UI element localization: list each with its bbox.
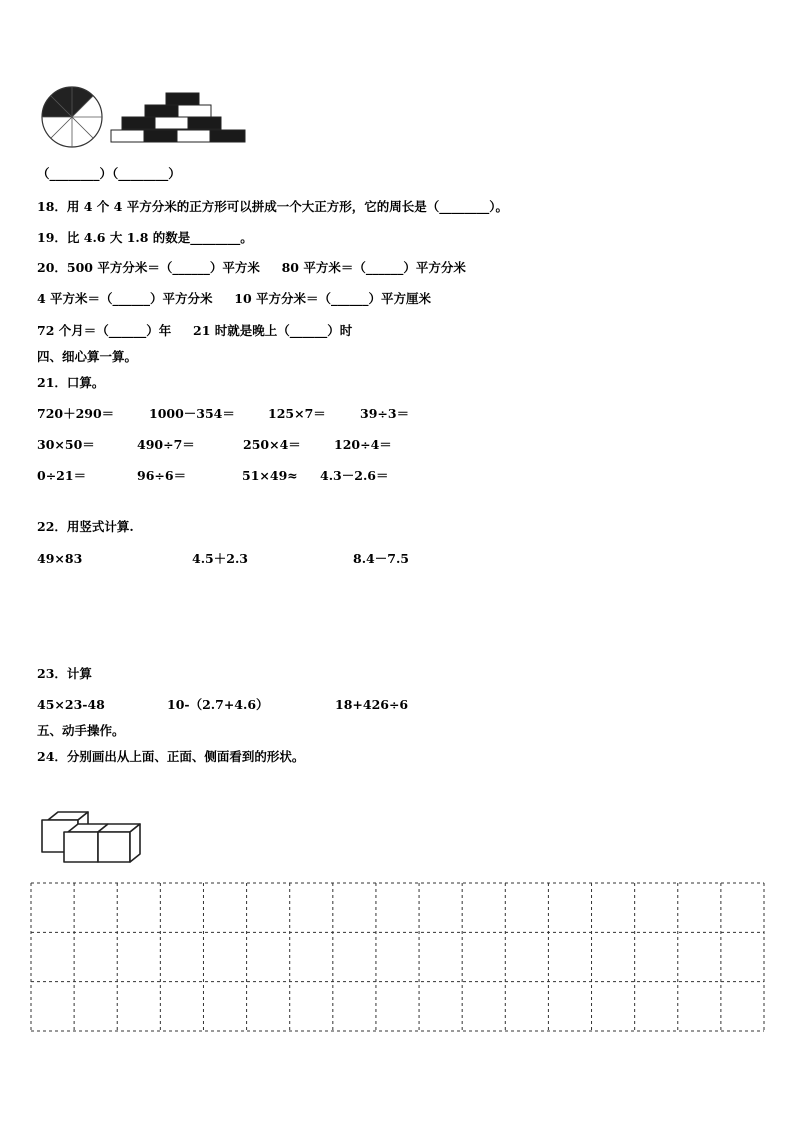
q21-item: 4.3－2.6＝ [320,468,389,483]
q22-item: 49×83 [37,551,83,566]
q20-row1: 20．500 平方分米＝（______）平方米 80 平方米＝（______）平方分米 [37,260,466,275]
q22-item: 8.4－7.5 [353,551,409,566]
q21-item: 720＋290＝ [37,406,115,421]
q22-title: 22．用竖式计算. [37,519,134,534]
q23-title: 23．计算 [37,666,92,681]
section-4-heading: 四、细心算一算。 [37,349,138,364]
q21-item: 125×7＝ [268,406,326,421]
q19-text: 19．比 4.6 大 1.8 的数是________。 [37,230,253,245]
q18-text: 18．用 4 个 4 平方分米的正方形可以拼成一个大正方形，它的周长是（________）。 [37,199,508,214]
q17-blanks[interactable]: （________）（________） [37,166,181,181]
q20-row2: 4 平方米＝（______）平方分米 10 平方分米＝（______）平方厘米 [37,291,432,306]
drawing-grid[interactable] [30,882,766,1034]
q21-item: 250×4＝ [243,437,301,452]
cube-solid-figure [38,810,146,866]
q24-text: 24．分别画出从上面、正面、侧面看到的形状。 [37,749,305,764]
section-5-heading: 五、动手操作。 [37,723,125,738]
q21-item: 30×50＝ [37,437,95,452]
q23-item: 18+426÷6 [335,697,409,712]
q21-item: 1000－354＝ [149,406,235,421]
q21-item: 39÷3＝ [360,406,410,421]
fraction-circle-figure [38,84,108,150]
q21-title: 21．口算。 [37,375,105,390]
q21-item: 96÷6＝ [137,468,187,483]
q21-item: 120÷4＝ [334,437,392,452]
brick-figure [110,92,250,148]
q20-row3: 72 个月＝（______）年 21 时就是晚上（______）时 [37,323,353,338]
q22-item: 4.5＋2.3 [192,551,248,566]
q23-item: 45×23-48 [37,697,105,712]
q21-item: 51×49≈ [242,468,298,483]
q23-item: 10-（2.7+4.6） [167,697,269,712]
q21-item: 0÷21＝ [37,468,87,483]
q21-item: 490÷7＝ [137,437,195,452]
